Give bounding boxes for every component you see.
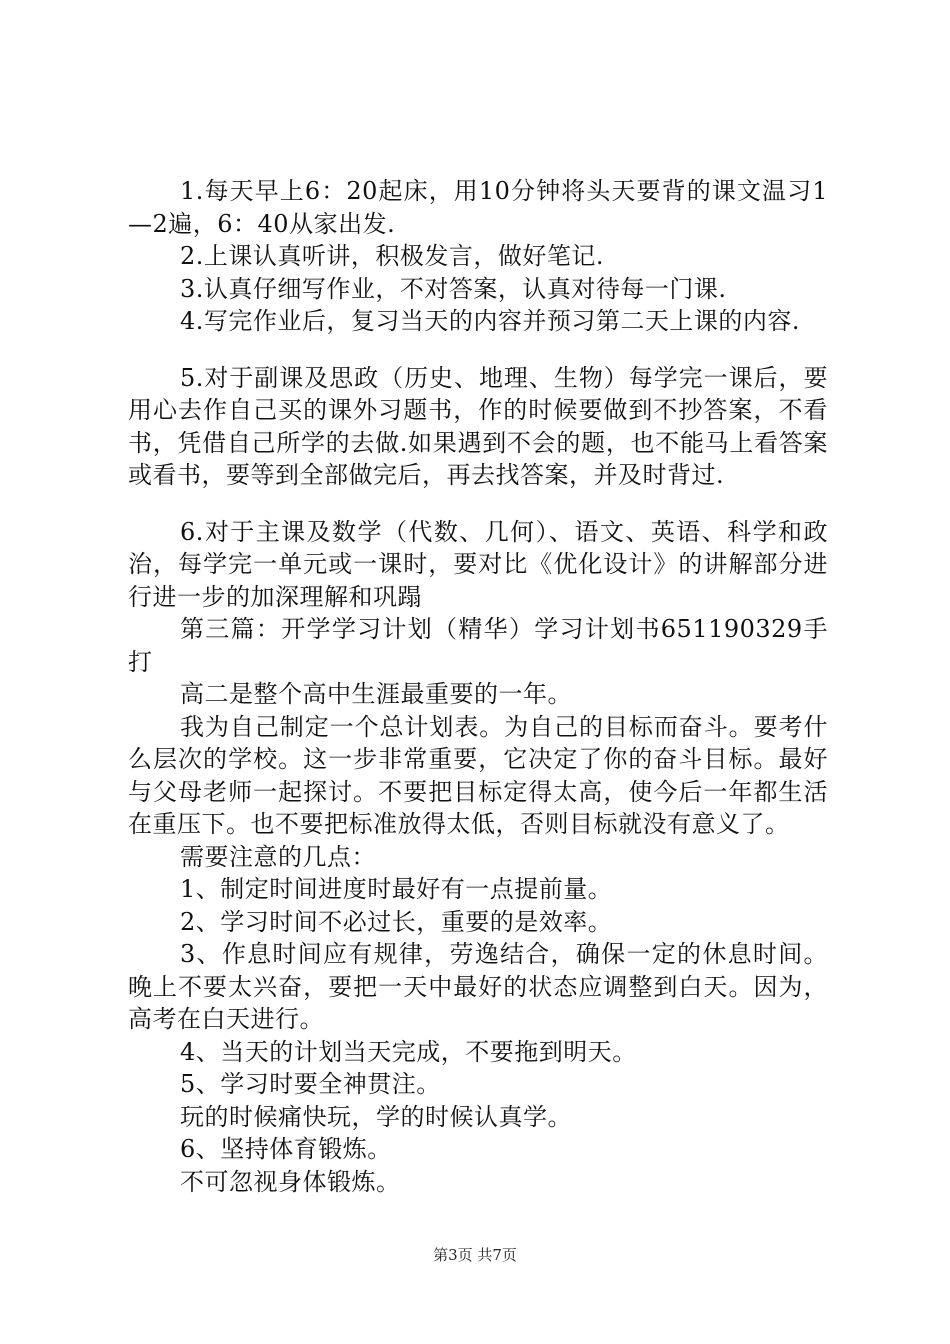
note-item-3: 3、作息时间应有规律，劳逸结合，确保一定的休息时间。晚上不要太兴奋，要把一天中最好的状态应调整到白天。因为，高考在白天进行。 — [128, 940, 828, 1033]
note-item-6: 6、坚持体育锻炼。 — [180, 1135, 392, 1163]
paragraph-gap — [128, 338, 828, 362]
note-item-5-detail: 玩的时候痛快玩，学的时候认真学。 — [180, 1102, 572, 1131]
paragraph-gap — [128, 492, 828, 516]
note-item-4: 4、当天的计划当天完成，不要拖到明天。 — [180, 1037, 637, 1066]
paragraph-1: 1.每天早上6：20起床，用10分钟将头天要背的课文温习1—2遍，6：40从家出发. — [128, 177, 828, 238]
note-item-2: 2、学习时间不必过长，重要的是效率。 — [180, 907, 613, 936]
paragraph-4: 4.写完作业后，复习当天的内容并预习第二天上课的内容. — [180, 307, 801, 335]
paragraph-3: 3.认真仔细写作业，不对答案，认真对待每一门课. — [180, 274, 727, 303]
document-body — [128, 175, 828, 1198]
paragraph-intro: 高二是整个高中生涯最重要的一年。 — [180, 680, 572, 708]
note-item-1: 1、制定时间进度时最好有一点提前量。 — [180, 875, 613, 903]
paragraph-6: 6.对于主课及数学（代数、几何）、语文、英语、科学和政治，每学完一单元或一课时，要对比《优化设计》的讲解部分进行进一步的加深理解和巩蹋 — [128, 517, 828, 611]
paragraph-plan: 我为自己制定一个总计划表。为自己的目标而奋斗。要考什么层次的学校。这一步非常重要，它决定了你的奋斗目标。最好与父母老师一起探讨。不要把目标定得太高，使今后一年都生活在重压下。也不要把标准放得太低，否则目标就没有意义了。 — [128, 712, 828, 838]
note-item-5: 5、学习时要全神贯注。 — [180, 1070, 441, 1098]
paragraph-2: 2.上课认真听讲，积极发言，做好笔记. — [180, 242, 605, 270]
page-number: 第3页 共7页 — [433, 1246, 517, 1264]
paragraph-5: 5.对于副课及思政（历史、地理、生物）每学完一课后，要用心去作自己买的课外习题书，作的时候要做到不抄答案，不看书，凭借自己所学的去做.如果遇到不会的题，也不能马上看答案或看书，要等到全部做完后，再去找答案，并及时背过. — [128, 363, 828, 489]
section-heading: 第三篇：开学学习计划（精华）学习计划书651190329手打 — [128, 615, 828, 676]
note-item-6-detail: 不可忽视身体锻炼。 — [180, 1167, 401, 1196]
paragraph-notes-heading: 需要注意的几点： — [180, 842, 376, 871]
